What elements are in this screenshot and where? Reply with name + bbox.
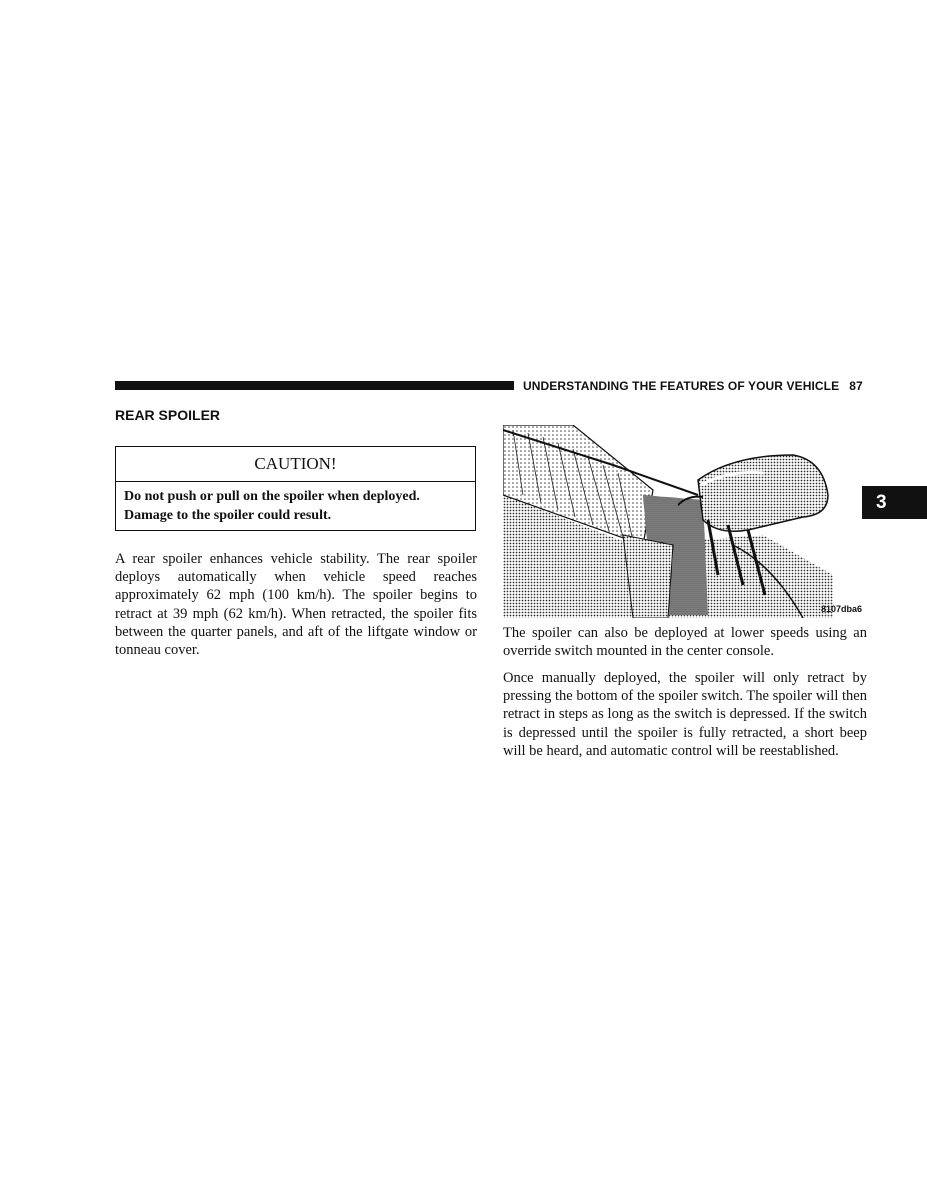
caution-heading: CAUTION! <box>116 447 475 482</box>
figure-code: 8107dba6 <box>821 604 863 614</box>
running-header <box>523 379 863 393</box>
caution-box <box>115 446 476 531</box>
page-number: 87 <box>849 379 863 393</box>
rear-spoiler-illustration <box>503 425 867 618</box>
section-title: REAR SPOILER <box>115 407 221 423</box>
paragraph-manual-retract: Once manually deployed, the spoiler will only retract by pressing the bottom of the spoiler switch. The spoiler will then retract in steps as long as the switch is depressed. If the switch is depressed until the spoiler is fully retracted, a short beep will be heard, and automatic control will be reestablished. <box>503 670 867 759</box>
paragraph-override-switch: The spoiler can also be deployed at lower speeds using an override switch mounted in the center console. <box>503 625 867 660</box>
paragraph-spoiler-intro: A rear spoiler enhances vehicle stability. The rear spoiler deploys automatically when vehicle speed reaches approximately 62 mph (100 km/h). The spoiler begins to retract at 39 mph (62 km/h). When retracted, the spoiler fits between the quarter panels, and aft of the liftgate window or tonneau cover. <box>115 551 477 659</box>
header-rule <box>115 381 514 390</box>
header-section-title: UNDERSTANDING THE FEATURES OF YOUR VEHICLE <box>523 379 840 393</box>
caution-text: Do not push or pull on the spoiler when deployed. Damage to the spoiler could result. <box>124 489 420 523</box>
chapter-tab: 3 <box>862 486 927 519</box>
